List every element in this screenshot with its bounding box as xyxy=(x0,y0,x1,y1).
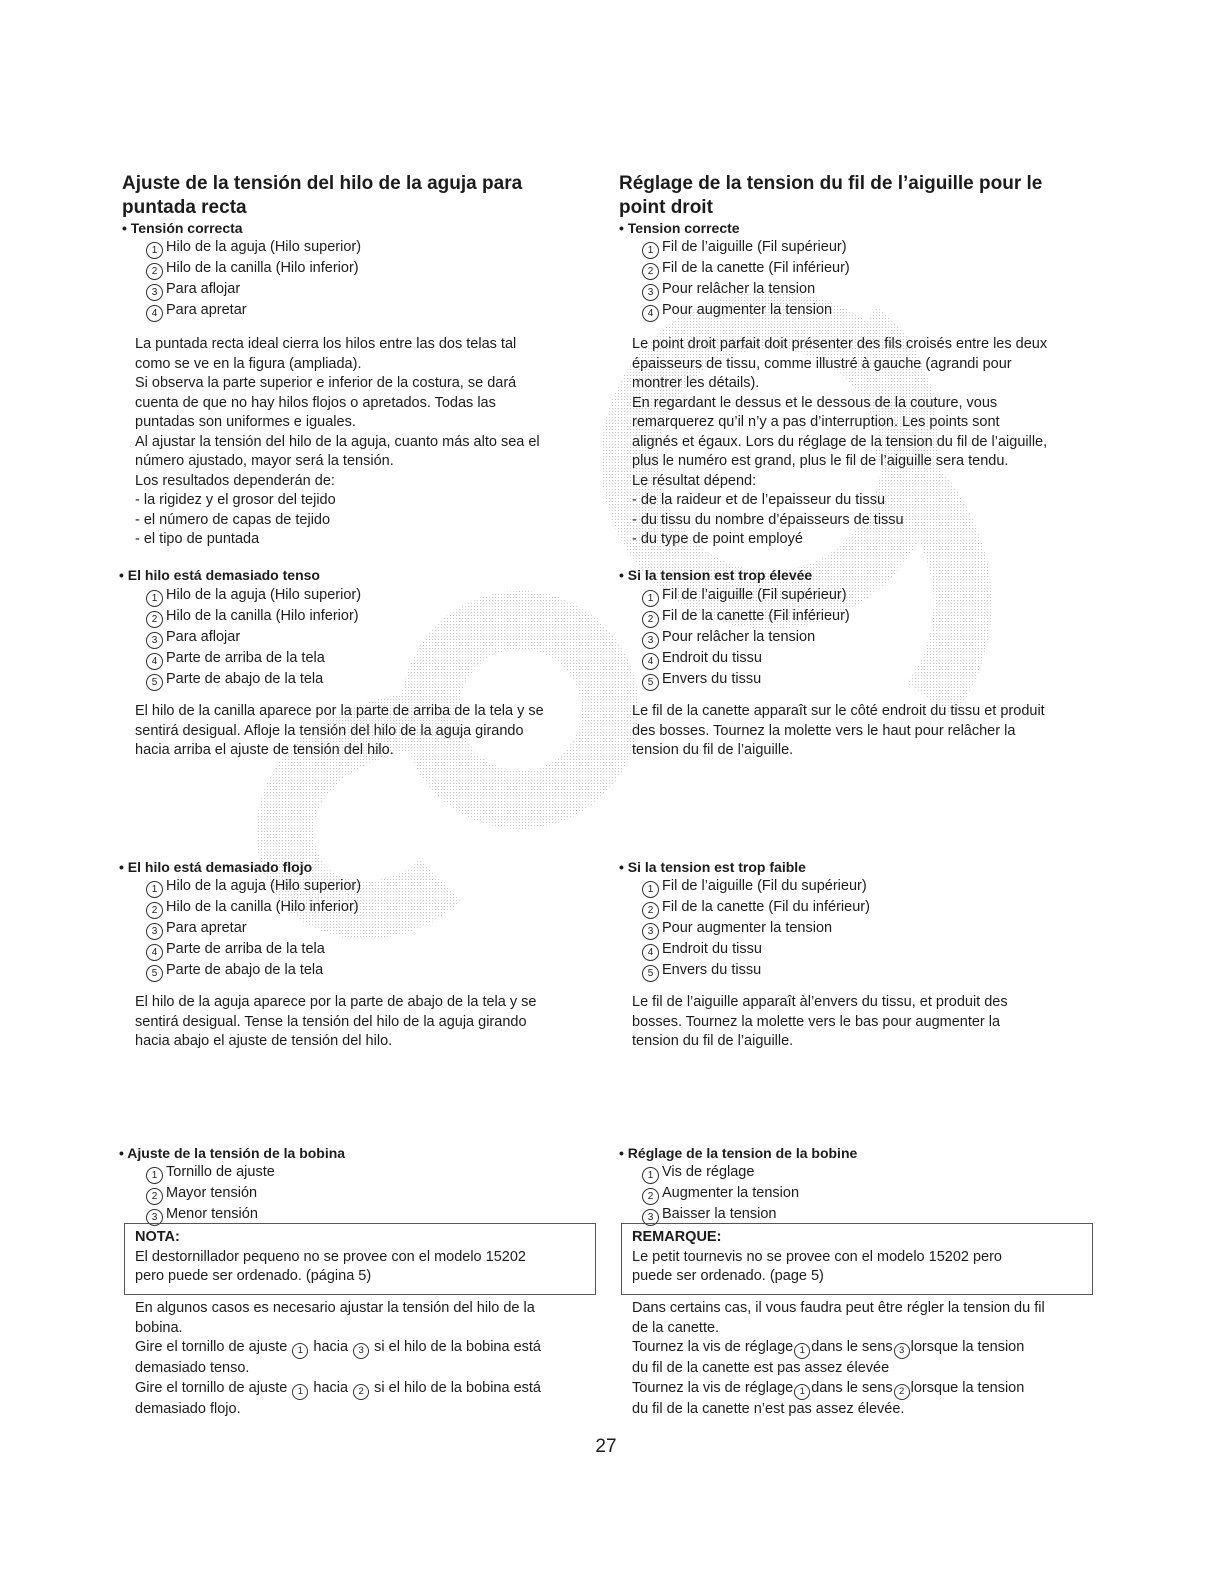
list-item: 3 Pour augmenter la tension xyxy=(642,919,870,940)
es-correct-paragraph: La puntada recta ideal cierra los hilos entre las dos telas tal como se ve en la figura (ampliada). Si observa la parte superior e inferior de la costura, se dará cuenta de que no hay hilos flojos o apretados. Todas las puntadas son uniformes e iguales. Al ajustar la tensión del hilo de la aguja, cuanto más alto sea el número ajustado, mayor será la tensión. Los resultados dependerán de: - la rigidez y el grosor del tejido - el número de capas de tejido - el tipo de puntada xyxy=(135,336,540,547)
list-item: 4 Para apretar xyxy=(146,301,361,322)
list-item: 2 Augmenter la tension xyxy=(642,1184,799,1205)
list-item: 2 Hilo de la canilla (Hilo inferior) xyxy=(146,259,361,280)
es-correct-heading: • Tensión correcta xyxy=(122,220,243,236)
list-item: 5 Envers du tissu xyxy=(642,961,870,982)
fr-tight-heading: • Si la tension est trop élevée xyxy=(619,567,813,583)
list-item: 1 Hilo de la aguja (Hilo superior) xyxy=(146,238,361,259)
list-item: 1 Fil de l’aiguille (Fil supérieur) xyxy=(642,586,850,607)
fr-loose-heading: • Si la tension est trop faible xyxy=(619,859,806,875)
list-item: 5 Parte de abajo de la tela xyxy=(146,961,361,982)
list-item: 4 Parte de arriba de la tela xyxy=(146,649,361,670)
list-item: 1 Vis de réglage xyxy=(642,1163,799,1184)
es-note-title: NOTA: xyxy=(135,1229,180,1245)
list-item: 4 Parte de arriba de la tela xyxy=(146,940,361,961)
es-tight-paragraph: El hilo de la canilla aparece por la parte de arriba de la tela y se sentirá desigual. Afloje la tensión del hilo de la aguja girando hacia arriba el ajuste de tensión del hilo. xyxy=(135,703,544,758)
list-item: 1 Fil de l’aiguille (Fil supérieur) xyxy=(642,238,850,259)
es-bobbin-heading: • Ajuste de la tensión de la bobina xyxy=(119,1145,346,1161)
es-correct-list xyxy=(146,238,361,322)
list-item: 2 Mayor tensión xyxy=(146,1184,275,1205)
list-item: 3 Menor tensión xyxy=(146,1205,275,1226)
list-item: 3 Para aflojar xyxy=(146,280,361,301)
es-title: Ajuste de la tensión del hilo de la aguja para puntada recta xyxy=(122,173,523,218)
es-note-box: NOTA: El destornillador pequeno no se provee con el modelo 15202 pero puede ser ordenado. (página 5) xyxy=(124,1223,596,1295)
fr-correct-list xyxy=(642,238,850,322)
fr-correct-paragraph: Le point droit parfait doit présenter des fils croisés entre les deux épaisseurs de tissu, comme illustré à gauche (agrandi pour montrer les détails). En regardant le dessus et le dessous de la couture, vous remarquerez qu’il n’y a pas d’interruption. Les points sont alignés et égaux. Lors du réglage de la tension du fil de l’aiguille, plus le numéro est grand, plus le fil de l’aiguille sera tendu. Le résultat dépend: - de la raideur et de l’epaisseur du tissu - du tissu du nombre d’épaisseurs de tissu - du type de point employé xyxy=(632,336,1048,547)
list-item: 4 Pour augmenter la tension xyxy=(642,301,850,322)
list-item: 1 Hilo de la aguja (Hilo superior) xyxy=(146,586,361,607)
es-bobbin-list xyxy=(146,1163,275,1226)
es-tight-heading: • El hilo está demasiado tenso xyxy=(119,567,320,583)
list-item: 3 Baisser la tension xyxy=(642,1205,799,1226)
list-item: 2 Hilo de la canilla (Hilo inferior) xyxy=(146,607,361,628)
fr-tight-paragraph: Le fil de la canette apparaît sur le côté endroit du tissu et produit des bosses. Tournez la molette vers le haut pour relâcher la tension du fil de l’aiguille. xyxy=(632,703,1045,758)
es-loose-paragraph: El hilo de la aguja aparece por la parte de abajo de la tela y se sentirá desigual. Tense la tensión del hilo de la aguja girando hacia abajo el ajuste de tensión del hilo. xyxy=(135,994,537,1049)
fr-note-title: REMARQUE: xyxy=(632,1229,722,1245)
fr-loose-list xyxy=(642,877,870,982)
fr-loose-paragraph: Le fil de l’aiguille apparaît àl’envers du tissu, et produit des bosses. Tournez la molette vers le bas pour augmenter la tension du fil de l’aiguille. xyxy=(632,994,1008,1049)
list-item: 1 Fil de l’aiguille (Fil du supérieur) xyxy=(642,877,870,898)
fr-tight-list xyxy=(642,586,850,691)
fr-bobbin-list xyxy=(642,1163,799,1226)
fr-correct-heading: • Tension correcte xyxy=(619,220,740,236)
fr-note-box: REMARQUE: Le petit tournevis no se provee con el modelo 15202 pero puede ser ordenado. (page 5) xyxy=(621,1223,1093,1295)
es-loose-heading: • El hilo está demasiado flojo xyxy=(119,859,313,875)
list-item: 2 Fil de la canette (Fil du inférieur) xyxy=(642,898,870,919)
list-item: 5 Parte de abajo de la tela xyxy=(146,670,361,691)
list-item: 4 Endroit du tissu xyxy=(642,940,870,961)
list-item: 1 Hilo de la aguja (Hilo superior) xyxy=(146,877,361,898)
fr-title: Réglage de la tension du fil de l’aiguille pour le point droit xyxy=(619,173,1043,218)
list-item: 2 Fil de la canette (Fil inférieur) xyxy=(642,259,850,280)
es-loose-list xyxy=(146,877,361,982)
list-item: 3 Pour relâcher la tension xyxy=(642,628,850,649)
list-item: 3 Para apretar xyxy=(146,919,361,940)
es-bobbin-paragraph: En algunos casos es necesario ajustar la tensión del hilo de la bobina. Gire el tornillo de ajuste 1 hacia 3 si el hilo de la bobina está demasiado tenso. Gire el tornillo de ajuste 1 hacia 2 si el hilo de la bobina está demasiado flojo. xyxy=(135,1300,541,1417)
list-item: 1 Tornillo de ajuste xyxy=(146,1163,275,1184)
fr-bobbin-heading: • Réglage de la tension de la bobine xyxy=(619,1145,858,1161)
list-item: 5 Envers du tissu xyxy=(642,670,850,691)
page-number: 27 xyxy=(595,1436,617,1457)
list-item: 3 Pour relâcher la tension xyxy=(642,280,850,301)
es-tight-list xyxy=(146,586,361,691)
list-item: 2 Fil de la canette (Fil inférieur) xyxy=(642,607,850,628)
list-item: 4 Endroit du tissu xyxy=(642,649,850,670)
fr-bobbin-paragraph: Dans certains cas, il vous faudra peut être régler la tension du fil de la canette. Tournez la vis de réglage 1 dans le sens 3 lorsque la tension du fil de la canette est pas assez élevée Tournez la vis de réglage 1 dans le sens 2 lorsque la tension du fil de la canette n’est pas assez élevée. xyxy=(632,1300,1045,1417)
list-item: 3 Para aflojar xyxy=(146,628,361,649)
list-item: 2 Hilo de la canilla (Hilo inferior) xyxy=(146,898,361,919)
